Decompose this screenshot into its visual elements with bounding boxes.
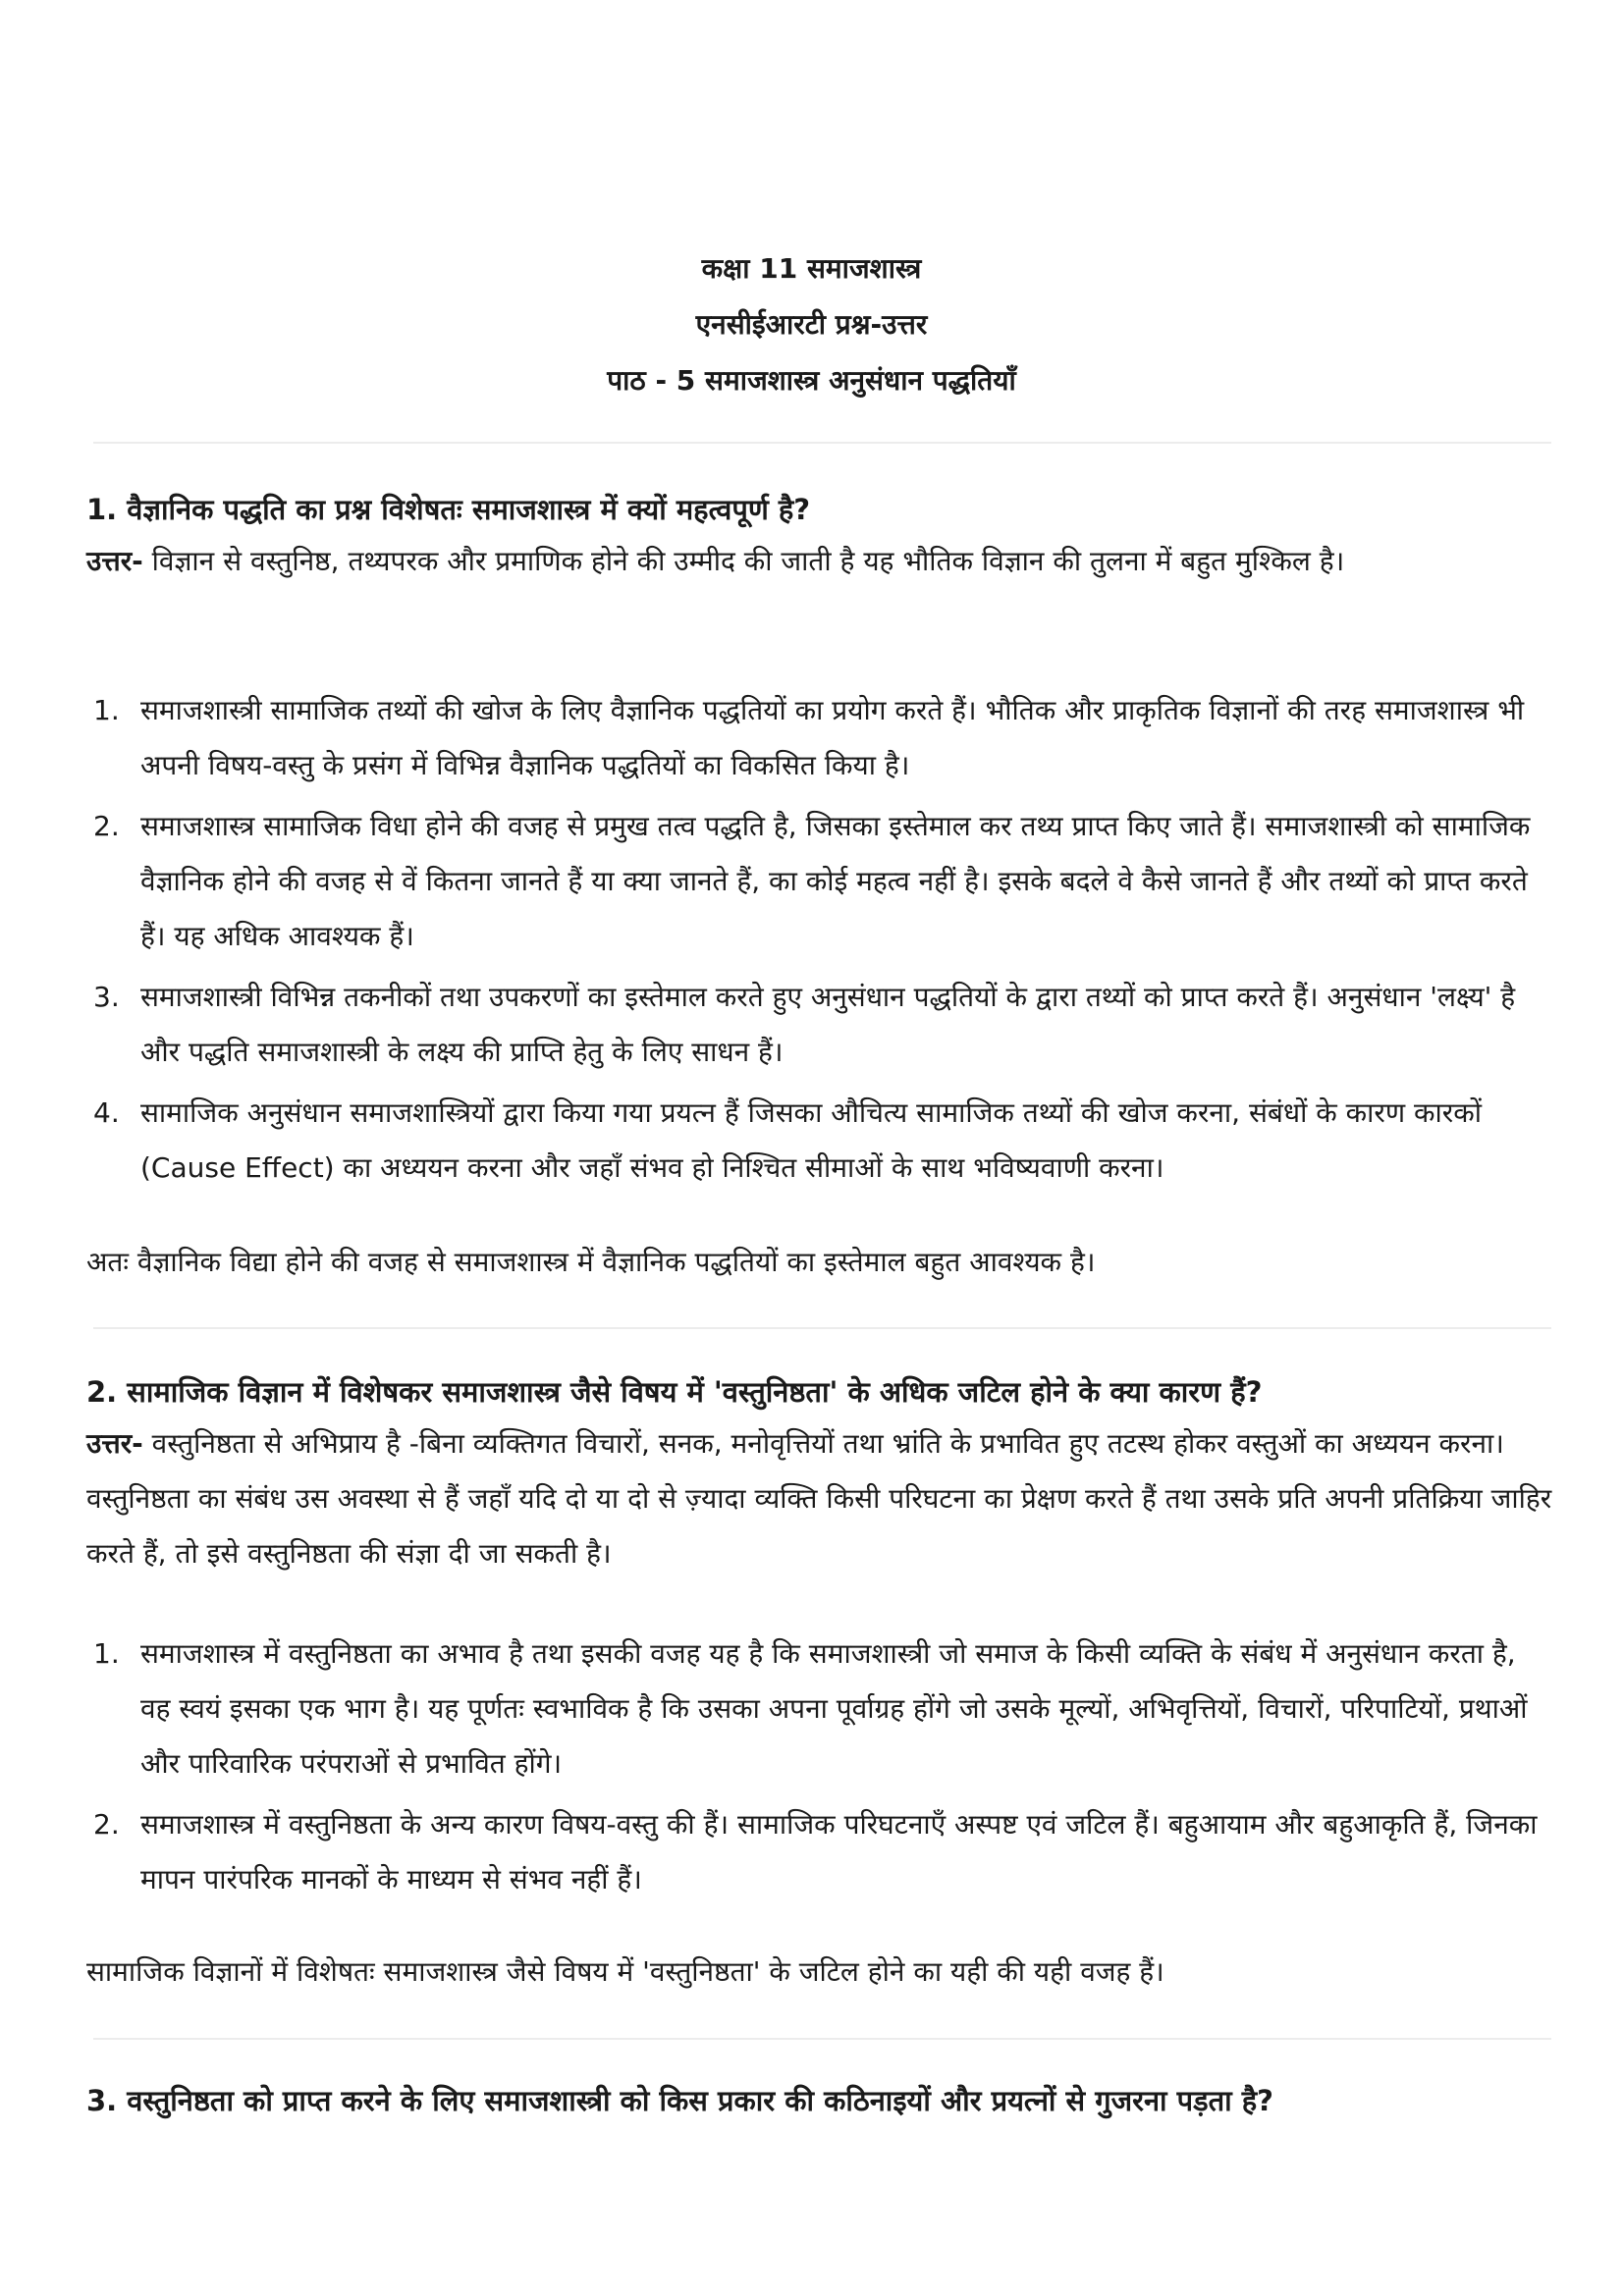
class-title: कक्षा 11 समाजशास्त्र (701, 252, 922, 285)
divider (93, 1327, 1551, 1329)
item-number: 1. (93, 1637, 120, 1670)
question-1: 1. वैज्ञानिक पद्धति का प्रश्न विशेषतः समाजशास्त्र में क्यों महत्वपूर्ण है? (86, 493, 811, 526)
item-text: समाजशास्त्र में वस्तुनिष्ठता के अन्य कारण विषय-वस्तु की हैं। सामाजिक परिघटनाएँ अस्पष्ट एवं जटिल हैं। बहुआयाम और बहुआकृति हैं, जिनका मापन पारंपरिक मानकों के माध्यम से संभव नहीं हैं। (140, 1808, 1538, 1896)
item-number: 1. (93, 694, 120, 726)
series-title: एनसीईआरटी प्रश्न-उत्तर (695, 308, 928, 341)
answer-text: विज्ञान से वस्तुनिष्ठ, तथ्यपरक और प्रमाणिक होने की उम्मीद की जाती है यह भौतिक विज्ञान की तुलना में बहुत मुश्किल है। (142, 545, 1345, 577)
answer-label: उत्तर- (86, 545, 143, 577)
conclusion-1: अतः वैज्ञानिक विद्या होने की वजह से समाजशास्त्र में वैज्ञानिक पद्धतियों का इस्तेमाल बहुत आवश्यक है। (86, 1246, 1096, 1278)
item-text: सामाजिक अनुसंधान समाजशास्त्रियों द्वारा किया गया प्रयत्न हैं जिसका औचित्य सामाजिक तथ्यों की खोज करना, संबंधों के कारण कारकों (Cause Effect) का अध्ययन करना और जहाँ संभव हो निश्चित सीमाओं के साथ भविष्यवाणी करना। (140, 1096, 1482, 1184)
list-item (0, 799, 1549, 964)
divider (93, 442, 1551, 444)
list-item (0, 1797, 1549, 1907)
question-3: 3. वस्तुनिष्ठता को प्राप्त करने के लिए समाजशास्त्री को किस प्रकार की कठिनाइयों और प्रयत्नों से गुजरना पड़ता है? (86, 2084, 1273, 2117)
item-number: 3. (93, 981, 120, 1013)
answer-2-list (0, 1627, 1623, 1913)
item-number: 2. (93, 1808, 120, 1841)
item-number: 2. (93, 810, 120, 842)
answer-1 (86, 534, 1559, 589)
list-item (0, 1086, 1549, 1196)
item-text: समाजशास्त्र सामाजिक विधा होने की वजह से प्रमुख तत्व पद्धति है, जिसका इस्तेमाल कर तथ्य प्राप्त किए जाते हैं। समाजशास्त्री को सामाजिक वैज्ञानिक होने की वजह से वें कितना जानते हैं या क्या जानते हैं, का कोई महत्व नहीं है। इसके बदले वे कैसे जानते हैं और तथ्यों को प्राप्त करते हैं। यह अधिक आवश्यक हैं। (140, 810, 1531, 952)
item-text: समाजशास्त्री विभिन्न तकनीकों तथा उपकरणों का इस्तेमाल करते हुए अनुसंधान पद्धतियों के द्वारा तथ्यों को प्राप्त करते हैं। अनुसंधान 'लक्ष्य' है और पद्धति समाजशास्त्री के लक्ष्य की प्राप्ति हेतु के लिए साधन हैं। (140, 981, 1516, 1068)
list-item (0, 683, 1549, 793)
document-header (0, 240, 1623, 408)
answer-label: उत्तर- (86, 1427, 143, 1460)
answer-2 (86, 1416, 1559, 1581)
answer-text: वस्तुनिष्ठता से अभिप्राय है -बिना व्यक्तिगत विचारों, सनक, मनोवृत्तियों तथा भ्रांति के प्रभावित हुए तटस्थ होकर वस्तुओं का अध्ययन करना। वस्तुनिष्ठता का संबंध उस अवस्था से हैं जहाँ यदि दो या दो से ज़्यादा व्यक्ति किसी परिघटना का प्रेक्षण करते हैं तथा उसके प्रति अपनी प्रतिक्रिया जाहिर करते हैं, तो इसे वस्तुनिष्ठता की संज्ञा दी जा सकती है। (86, 1427, 1552, 1570)
question-2: 2. सामाजिक विज्ञान में विशेषकर समाजशास्त्र जैसे विषय में 'वस्तुनिष्ठता' के अधिक जटिल होने के क्या कारण हैं? (86, 1375, 1263, 1409)
chapter-title: पाठ - 5 समाजशास्त्र अनुसंधान पद्धतियाँ (607, 364, 1016, 397)
item-number: 4. (93, 1096, 120, 1129)
list-item (0, 970, 1549, 1080)
conclusion-2: सामाजिक विज्ञानों में विशेषतः समाजशास्त्र जैसे विषय में 'वस्तुनिष्ठता' के जटिल होने का यही की यही वजह हैं। (86, 1955, 1164, 1988)
list-item (0, 1627, 1549, 1791)
item-text: समाजशास्त्र में वस्तुनिष्ठता का अभाव है तथा इसकी वजह यह है कि समाजशास्त्री जो समाज के किसी व्यक्ति के संबंध में अनुसंधान करता है, वह स्वयं इसका एक भाग है। यह पूर्णतः स्वभाविक है कि उसका अपना पूर्वाग्रह होंगे जो उसके मूल्यों, अभिवृत्तियों, विचारों, परिपाटियों, प्रथाओं और पारिवारिक परंपराओं से प्रभावित होंगे। (140, 1637, 1528, 1780)
answer-1-list (0, 683, 1623, 1201)
item-text: समाजशास्त्री सामाजिक तथ्यों की खोज के लिए वैज्ञानिक पद्धतियों का प्रयोग करते हैं। भौतिक और प्राकृतिक विज्ञानों की तरह समाजशास्त्र भी अपनी विषय-वस्तु के प्रसंग में विभिन्न वैज्ञानिक पद्धतियों का विकसित किया है। (140, 694, 1525, 781)
divider (93, 2038, 1551, 2040)
